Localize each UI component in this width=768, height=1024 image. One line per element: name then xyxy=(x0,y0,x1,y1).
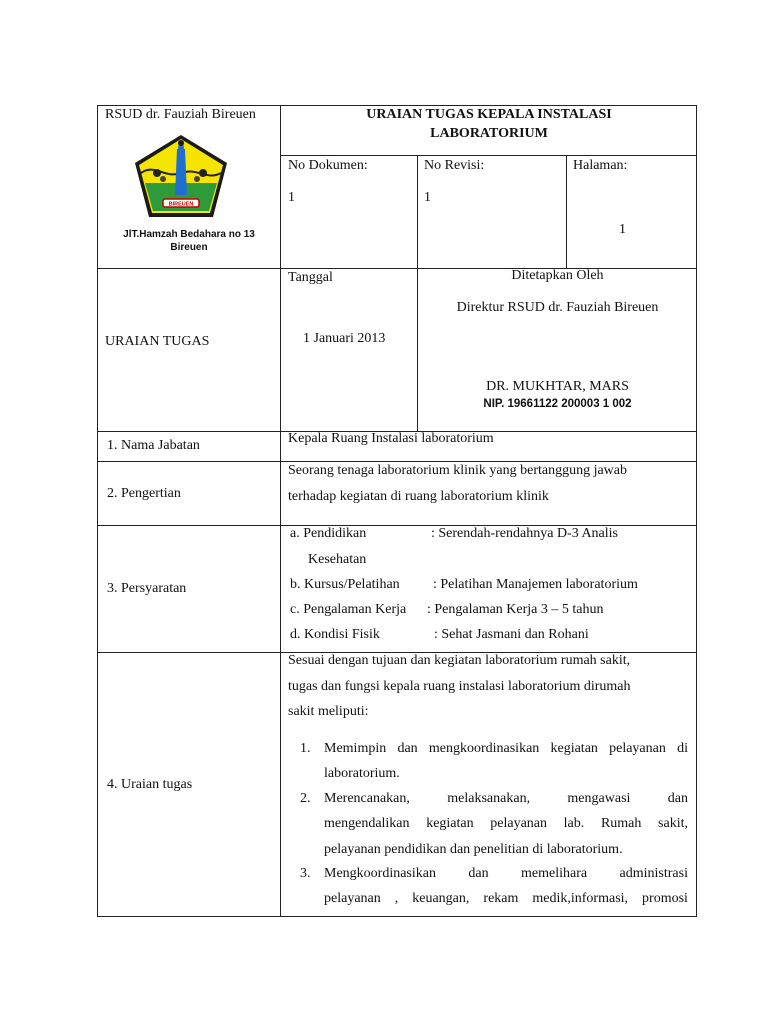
req-kondisi-value: : Sehat Jasmani dan Rohani xyxy=(434,627,589,642)
uraian-intro-line-2: tugas dan fungsi kepala ruang instalasi laboratorium dirumah xyxy=(288,679,631,694)
task-3-number: 3. xyxy=(300,866,311,881)
row-divider-title xyxy=(280,155,697,156)
req-kursus-label: b. Kursus/Pelatihan xyxy=(290,577,400,592)
label-nama-jabatan: 1. Nama Jabatan xyxy=(107,438,200,453)
tanggal-value: 1 Januari 2013 xyxy=(303,331,386,346)
label-uraian-tugas: 4. Uraian tugas xyxy=(107,777,193,792)
halaman-value: 1 xyxy=(619,222,626,237)
req-kondisi-label: d. Kondisi Fisik xyxy=(290,627,380,642)
pengertian-line-2: terhadap kegiatan di ruang laboratorium klinik xyxy=(288,489,549,504)
row-divider-jabatan xyxy=(97,461,697,462)
task-2-number: 2. xyxy=(300,791,311,806)
logo-label: BIREUEN xyxy=(168,201,194,208)
req-kursus-value: : Pelatihan Manajemen laboratorium xyxy=(433,577,638,592)
document-title-line-1: URAIAN TUGAS KEPALA INSTALASI xyxy=(366,107,612,122)
hospital-logo xyxy=(133,133,229,219)
req-pendidikan-value: : Serendah-rendahnya D-3 Analis xyxy=(431,526,618,541)
direktur-label: Direktur RSUD dr. Fauziah Bireuen xyxy=(456,300,659,315)
no-revisi-label: No Revisi: xyxy=(424,158,485,173)
task-3-line-1: Mengkoordinasikan dan memelihara administrasi xyxy=(324,866,688,881)
document-title-line-2: LABORATORIUM xyxy=(430,126,548,141)
label-pengertian: 2. Pengertian xyxy=(107,486,181,501)
ditetapkan-label: Ditetapkan Oleh xyxy=(511,268,604,283)
task-2-line-1: Merencanakan, melaksanakan, mengawasi dan xyxy=(324,791,688,806)
req-pendidikan-label: a. Pendidikan xyxy=(290,526,367,541)
no-dokumen-label: No Dokumen: xyxy=(288,158,368,173)
tanggal-label: Tanggal xyxy=(288,270,333,285)
uraian-intro-line-1: Sesuai dengan tujuan dan kegiatan laboratorium rumah sakit, xyxy=(288,653,631,668)
req-pendidikan-cont: Kesehatan xyxy=(308,552,367,567)
col-divider-halaman xyxy=(566,155,567,268)
task-2-line-2: mengendalikan kegiatan pelayanan lab. Rumah sakit, xyxy=(324,816,688,831)
address-line-2: Bireuen xyxy=(170,242,208,253)
halaman-label: Halaman: xyxy=(573,158,628,173)
req-pengalaman-value: : Pengalaman Kerja 3 – 5 tahun xyxy=(427,602,604,617)
task-1-number: 1. xyxy=(300,741,311,756)
no-revisi-value: 1 xyxy=(424,190,431,205)
task-3-line-2: pelayanan , keuangan, rekam medik,informasi, promosi xyxy=(324,891,688,906)
pengertian-line-1: Seorang tenaga laboratorium klinik yang bertanggung jawab xyxy=(288,463,628,478)
task-1-line-2: laboratorium. xyxy=(324,766,400,781)
req-pengalaman-label: c. Pengalaman Kerja xyxy=(290,602,407,617)
task-1-line-1: Memimpin dan mengkoordinasikan kegiatan pelayanan di xyxy=(324,741,688,756)
value-nama-jabatan: Kepala Ruang Instalasi laboratorium xyxy=(288,431,494,446)
label-persyaratan: 3. Persyaratan xyxy=(107,581,187,596)
signatory-nip: NIP. 19661122 200003 1 002 xyxy=(483,398,632,410)
address-line-1: JlT.Hamzah Bedahara no 13 xyxy=(123,229,255,240)
uraian-intro-line-3: sakit meliputi: xyxy=(288,704,369,719)
task-2-line-3: pelayanan pendidikan dan penelitian di laboratorium. xyxy=(324,842,623,857)
signatory-name: DR. MUKHTAR, MARS xyxy=(486,379,629,394)
col-divider-left xyxy=(280,105,281,917)
no-dokumen-value: 1 xyxy=(288,190,295,205)
col-divider-dokumen xyxy=(417,155,418,268)
section-label-uraian: URAIAN TUGAS xyxy=(105,334,210,349)
hospital-name: RSUD dr. Fauziah Bireuen xyxy=(105,107,256,122)
